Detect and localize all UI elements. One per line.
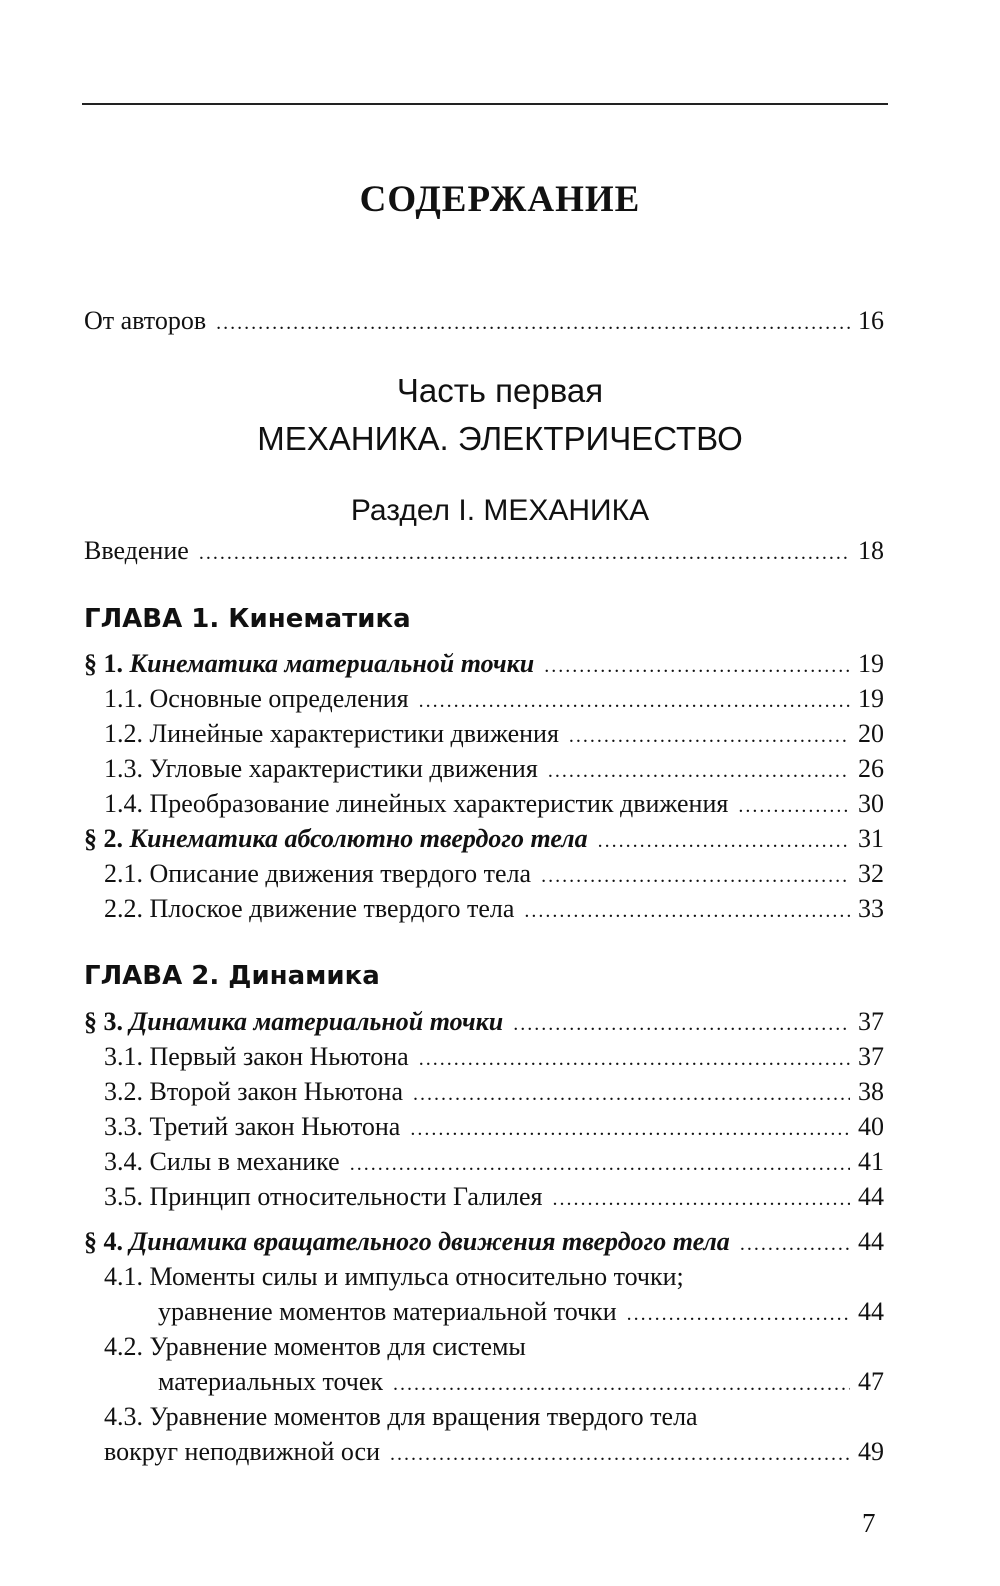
toc-label: вокруг неподвижной оси bbox=[104, 1437, 380, 1466]
leader-dots bbox=[738, 789, 850, 823]
toc-item-1-2[interactable] bbox=[104, 717, 884, 751]
toc-page: 49 bbox=[858, 1437, 884, 1466]
leader-dots bbox=[740, 1227, 850, 1261]
toc-page: 44 bbox=[858, 1297, 884, 1326]
toc-section-1[interactable] bbox=[84, 647, 884, 681]
toc-item-4-3[interactable] bbox=[104, 1435, 884, 1469]
toc-page: 33 bbox=[858, 894, 884, 923]
page-title: СОДЕРЖАНИЕ bbox=[359, 179, 641, 220]
section-heading: Раздел I. МЕХАНИКА bbox=[350, 494, 650, 527]
toc-page: 20 bbox=[858, 719, 884, 748]
leader-dots bbox=[390, 1437, 850, 1471]
toc-item-1-1[interactable] bbox=[104, 682, 884, 716]
leader-dots bbox=[393, 1367, 850, 1401]
chapter-2-heading: ГЛАВА 2. Динамика bbox=[84, 961, 380, 991]
toc-intro[interactable] bbox=[84, 534, 884, 568]
toc-page: 41 bbox=[858, 1147, 884, 1176]
leader-dots bbox=[548, 754, 850, 788]
section-number: § 3. bbox=[84, 1007, 123, 1036]
leader-dots bbox=[553, 1182, 850, 1216]
toc-item-1-4[interactable] bbox=[104, 787, 884, 821]
toc-page: 44 bbox=[858, 1182, 884, 1211]
leader-dots bbox=[544, 649, 850, 683]
toc-page: 47 bbox=[858, 1367, 884, 1396]
section-title: Кинематика материальной точки bbox=[129, 649, 535, 678]
toc-item-4-1[interactable] bbox=[158, 1295, 884, 1329]
toc-page: 40 bbox=[858, 1112, 884, 1141]
leader-dots bbox=[199, 536, 850, 570]
toc-item-3-1[interactable] bbox=[104, 1040, 884, 1074]
section-title: Динамика вращательного движения твердого тела bbox=[129, 1227, 730, 1256]
toc-page: 44 bbox=[858, 1227, 884, 1256]
leader-dots bbox=[413, 1077, 850, 1111]
toc-label: 3.5. Принцип относительности Галилея bbox=[104, 1182, 543, 1211]
leader-dots bbox=[541, 859, 850, 893]
toc-label: 2.1. Описание движения твердого тела bbox=[104, 859, 532, 888]
top-rule bbox=[82, 103, 888, 105]
toc-label: 3.3. Третий закон Ньютона bbox=[104, 1112, 401, 1141]
toc-page: 32 bbox=[858, 859, 884, 888]
toc-page: 37 bbox=[858, 1007, 884, 1036]
toc-label: уравнение моментов материальной точки bbox=[158, 1297, 617, 1326]
leader-dots bbox=[410, 1112, 850, 1146]
leader-dots bbox=[419, 1042, 850, 1076]
part-title: МЕХАНИКА. ЭЛЕКТРИЧЕСТВО bbox=[257, 420, 743, 457]
toc-item-3-4[interactable] bbox=[104, 1145, 884, 1179]
toc-section-3[interactable] bbox=[84, 1005, 884, 1039]
part-heading: Часть первая bbox=[396, 372, 604, 409]
toc-label: 3.2. Второй закон Ньютона bbox=[104, 1077, 403, 1106]
chapter-1-heading: ГЛАВА 1. Кинематика bbox=[84, 604, 411, 634]
toc-item-4-2-line1[interactable]: 4.2. Уравнение моментов для системы bbox=[104, 1332, 526, 1361]
toc-item-3-5[interactable] bbox=[104, 1180, 884, 1214]
toc-page: 37 bbox=[858, 1042, 884, 1071]
toc-section-4[interactable] bbox=[84, 1225, 884, 1259]
leader-dots bbox=[569, 719, 850, 753]
toc-label: От авторов bbox=[84, 306, 207, 335]
toc-item-4-2[interactable] bbox=[158, 1365, 884, 1399]
toc-item-1-3[interactable] bbox=[104, 752, 884, 786]
leader-dots bbox=[627, 1297, 850, 1331]
leader-dots bbox=[513, 1007, 850, 1041]
section-title: Кинематика абсолютно твердого тела bbox=[129, 824, 588, 853]
leader-dots bbox=[350, 1147, 850, 1181]
toc-section-2[interactable] bbox=[84, 822, 884, 856]
toc-page: 19 bbox=[858, 649, 884, 678]
section-number: § 4. bbox=[84, 1227, 123, 1256]
toc-label: Введение bbox=[84, 536, 189, 565]
toc-item-4-3-line1[interactable]: 4.3. Уравнение моментов для вращения твердого тела bbox=[104, 1402, 698, 1431]
toc-page: 31 bbox=[858, 824, 884, 853]
toc-item-2-1[interactable] bbox=[104, 857, 884, 891]
toc-label: 3.1. Первый закон Ньютона bbox=[104, 1042, 409, 1071]
toc-preface[interactable] bbox=[84, 304, 884, 338]
section-number: § 2. bbox=[84, 824, 123, 853]
section-title: Динамика материальной точки bbox=[129, 1007, 504, 1036]
toc-page: 26 bbox=[858, 754, 884, 783]
toc-item-3-2[interactable] bbox=[104, 1075, 884, 1109]
toc-label: материальных точек bbox=[158, 1367, 384, 1396]
leader-dots bbox=[524, 894, 850, 928]
toc-page: 30 bbox=[858, 789, 884, 818]
toc-label: 1.1. Основные определения bbox=[104, 684, 409, 713]
leader-dots bbox=[216, 306, 850, 340]
toc-page: 19 bbox=[858, 684, 884, 713]
toc-page: 18 bbox=[858, 536, 884, 565]
toc-label: 2.2. Плоское движение твердого тела bbox=[104, 894, 515, 923]
leader-dots bbox=[598, 824, 850, 858]
toc-label: 1.3. Угловые характеристики движения bbox=[104, 754, 538, 783]
toc-label: 3.4. Силы в механике bbox=[104, 1147, 340, 1176]
toc-label: 1.2. Линейные характеристики движения bbox=[104, 719, 559, 748]
page-number: 7 bbox=[862, 1508, 876, 1538]
toc-page: 16 bbox=[858, 306, 884, 335]
toc-item-4-1-line1[interactable]: 4.1. Моменты силы и импульса относительно точки; bbox=[104, 1262, 684, 1291]
toc-item-3-3[interactable] bbox=[104, 1110, 884, 1144]
leader-dots bbox=[419, 684, 850, 718]
toc-page: 38 bbox=[858, 1077, 884, 1106]
section-number: § 1. bbox=[84, 649, 123, 678]
toc-label: 1.4. Преобразование линейных характеристик движения bbox=[104, 789, 729, 818]
toc-item-2-2[interactable] bbox=[104, 892, 884, 926]
